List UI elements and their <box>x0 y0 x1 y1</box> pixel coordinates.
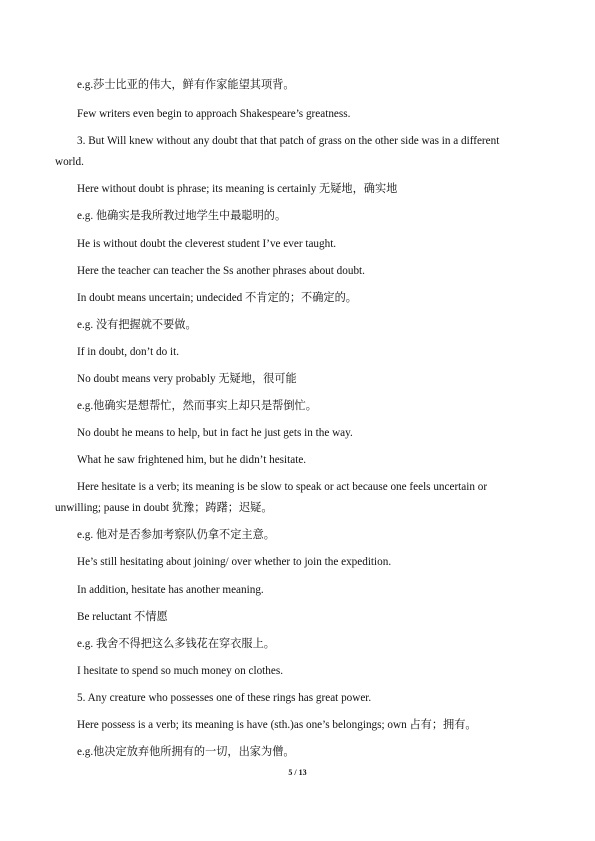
text-line: Here without doubt is phrase; its meaning is certainly 无疑地，确实地 <box>77 183 398 195</box>
page-number: 5 / 13 <box>288 768 307 777</box>
text-line: Be reluctant 不情愿 <box>77 611 168 623</box>
text-line: Here the teacher can teacher the Ss another phrases about doubt. <box>77 265 365 277</box>
text-line: e.g. 他确实是我所教过地学生中最聪明的。 <box>77 210 287 222</box>
text-line: e.g.他决定放弃他所拥有的一切，出家为僧。 <box>77 746 295 758</box>
text-line: e.g. 我舍不得把这么多钱花在穿衣服上。 <box>77 638 275 650</box>
text-line: If in doubt, don’t do it. <box>77 346 180 358</box>
text-line: He’s still hesitating about joining/ over whether to join the expedition. <box>77 556 392 568</box>
text-line: Few writers even begin to approach Shakespeare’s greatness. <box>77 108 351 120</box>
text-line: e.g. 没有把握就不要做。 <box>77 319 197 331</box>
text-line: I hesitate to spend so much money on clothes. <box>77 665 283 677</box>
text-line: e.g.莎士比亚的伟大，鲜有作家能望其项背。 <box>77 79 295 91</box>
text-line: Here possess is a verb; its meaning is have (sth.)as one’s belongings; own 占有；拥有。 <box>77 719 477 731</box>
text-line: e.g.他确实是想帮忙，然而事实上却只是帮倒忙。 <box>77 400 317 412</box>
text-line: e.g. 他对是否参加考察队仍拿不定主意。 <box>77 529 275 541</box>
text-line: In addition, hesitate has another meaning. <box>77 584 264 596</box>
text-line: No doubt he means to help, but in fact he just gets in the way. <box>77 427 353 439</box>
text-line: What he saw frightened him, but he didn’t hesitate. <box>77 454 307 466</box>
text-line: world. <box>55 156 84 168</box>
text-line: unwilling; pause in doubt 犹豫；踌躇；迟疑。 <box>55 502 273 514</box>
text-line: Here hesitate is a verb; its meaning is be slow to speak or act because one feels uncertain or <box>77 481 488 493</box>
text-line: 5. Any creature who possesses one of these rings has great power. <box>77 692 372 704</box>
text-line: In doubt means uncertain; undecided 不肯定的；不确定的。 <box>77 292 357 304</box>
text-line: No doubt means very probably 无疑地，很可能 <box>77 373 297 385</box>
text-line: He is without doubt the cleverest student I’ve ever taught. <box>77 238 337 250</box>
text-line: 3. But Will knew without any doubt that that patch of grass on the other side was in a different <box>77 135 500 147</box>
